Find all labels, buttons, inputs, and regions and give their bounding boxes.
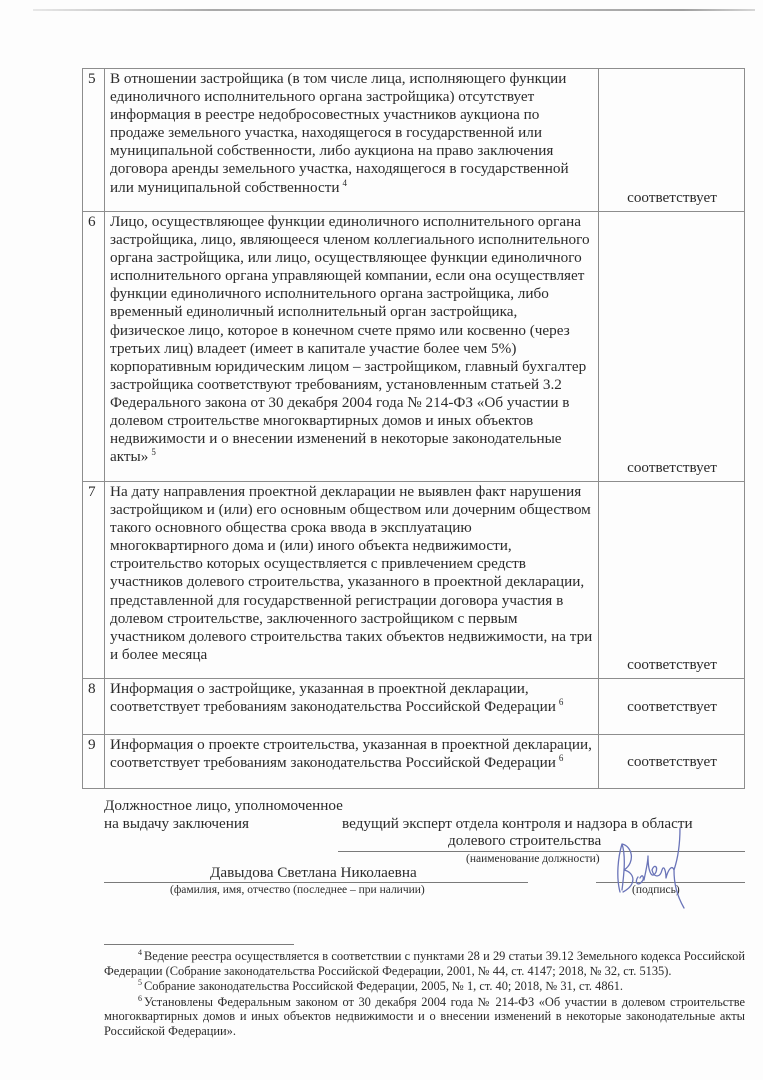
footnote-ref: 4	[342, 177, 347, 188]
footnote-ref: 6	[558, 753, 564, 764]
footnote-number: 6	[138, 993, 142, 1003]
status-text: соответствует	[599, 69, 745, 212]
row-number: 7	[83, 482, 105, 679]
status-text: соответствует	[599, 482, 745, 679]
footnote-number: 4	[138, 947, 142, 957]
criterion-text: Информация о застройщике, указанная в проектной декларации, соответствует требованиям законодательства Российской Федерации $^6$	[105, 679, 599, 735]
compliance-table	[82, 68, 745, 789]
handwritten-signature-icon	[608, 822, 688, 912]
criterion-text: На дату направления проектной декларации не выявлен факт нарушения застройщиком и (или) его основным обществом или дочерним обществом такого основного общества срока ввода в эксплуатацию многоквартирного дома и (или) иного объекта недвижимости, строительство которых осуществляется с привлечением средств участников долевого строительства, указанного в проектной декларации, представленной для государственной регистрации договора участия в долевом строительстве, заключенного застройщиком с первым участником долевого строительства таких объектов недвижимости, на три и более месяца	[105, 482, 599, 679]
criterion-text: В отношении застройщика (в том числе лица, исполняющего функции единоличного исполнительного органа застройщика) отсутствует информация в реестре недобросовестных участников аукциона по продаже земельного участка, находящегося в государственной или муниципальной собственности, либо аукциона на право заключения договора аренды земельного участка, находящегося в государственной или муниципальной собственности $^4$	[105, 69, 599, 212]
criterion-text: Информация о проекте строительства, указанная в проектной декларации, соответствует требованиям законодательства Российской Федерации $^6$	[105, 735, 599, 789]
scan-edge-artifact	[33, 9, 755, 11]
footnote: $^5$ Собрание законодательства Российской Федерации, 2005, № 1, ст. 40; 2018, № 31, ст. 4861.	[138, 978, 624, 994]
status-text: соответствует	[599, 679, 745, 735]
table-row	[83, 69, 745, 212]
footnote-number: 5	[138, 978, 142, 988]
status-text: соответствует	[599, 735, 745, 789]
table-row	[83, 212, 745, 482]
row-number: 6	[83, 212, 105, 482]
row-number: 5	[83, 69, 105, 212]
official-label: на выдачу заключения	[104, 815, 250, 832]
name-caption: (фамилия, имя, отчество (последнее – при наличии)	[170, 884, 425, 896]
position-title: долевого строительства	[448, 832, 602, 849]
footnote: $^4$ Ведение реестра осуществляется в соответствии с пунктами 28 и 29 статьи 39.12 Земельного кодекса Российской Федерации (Собрание законодательства Российской Федерации, 2001, № 44, ст. 4147; 2018, № 32, ст. 5135).	[104, 947, 745, 978]
footnote-separator	[104, 944, 294, 945]
footnotes	[104, 949, 745, 1039]
table-row	[83, 735, 745, 789]
position-title: ведущий эксперт отдела контроля и надзора в области	[342, 815, 693, 832]
criterion-text: Лицо, осуществляющее функции единоличного исполнительного органа застройщика, лицо, являющееся членом коллегиального исполнительного органа застройщика, или лицо, осуществляющее функции единоличного исполнительного органа управляющей компании, если она осуществляет функции единоличного исполнительного органа застройщика, либо временный единоличный исполнительный орган застройщика, физическое лицо, которое в конечном счете прямо или косвенно (через третьих лиц) владеет (имеет в капитале участие более чем 5%) корпоративным юридическим лицом – застройщиком, главный бухгалтер застройщика соответствуют требованиям, установленным статьей 3.2 Федерального закона от 30 декабря 2004 года № 214-ФЗ «Об участии в долевом строительстве многоквартирных домов и иных объектов недвижимости и о внесении изменений в некоторые законодательные акты» $^5$	[105, 212, 599, 482]
name-underline	[104, 882, 528, 883]
footnote: $^6$ Установлены Федеральным законом от 30 декабря 2004 года № 214-ФЗ «Об участии в долевом строительстве многоквартирных домов и иных объектов недвижимости и о внесении изменений в некоторые законодательные акты Российской Федерации».	[104, 993, 745, 1038]
status-text: соответствует	[599, 212, 745, 482]
table-row	[83, 482, 745, 679]
official-name: Давыдова Светлана Николаевна	[210, 864, 417, 881]
row-number: 9	[83, 735, 105, 789]
footnote-ref: 5	[151, 447, 156, 458]
footnote-ref: 6	[558, 697, 564, 708]
signature-caption: (подпись)	[632, 884, 680, 896]
position-caption: (наименование должности)	[466, 853, 600, 865]
row-number: 8	[83, 679, 105, 735]
official-label: Должностное лицо, уполномоченное	[104, 797, 343, 814]
table-row	[83, 679, 745, 735]
